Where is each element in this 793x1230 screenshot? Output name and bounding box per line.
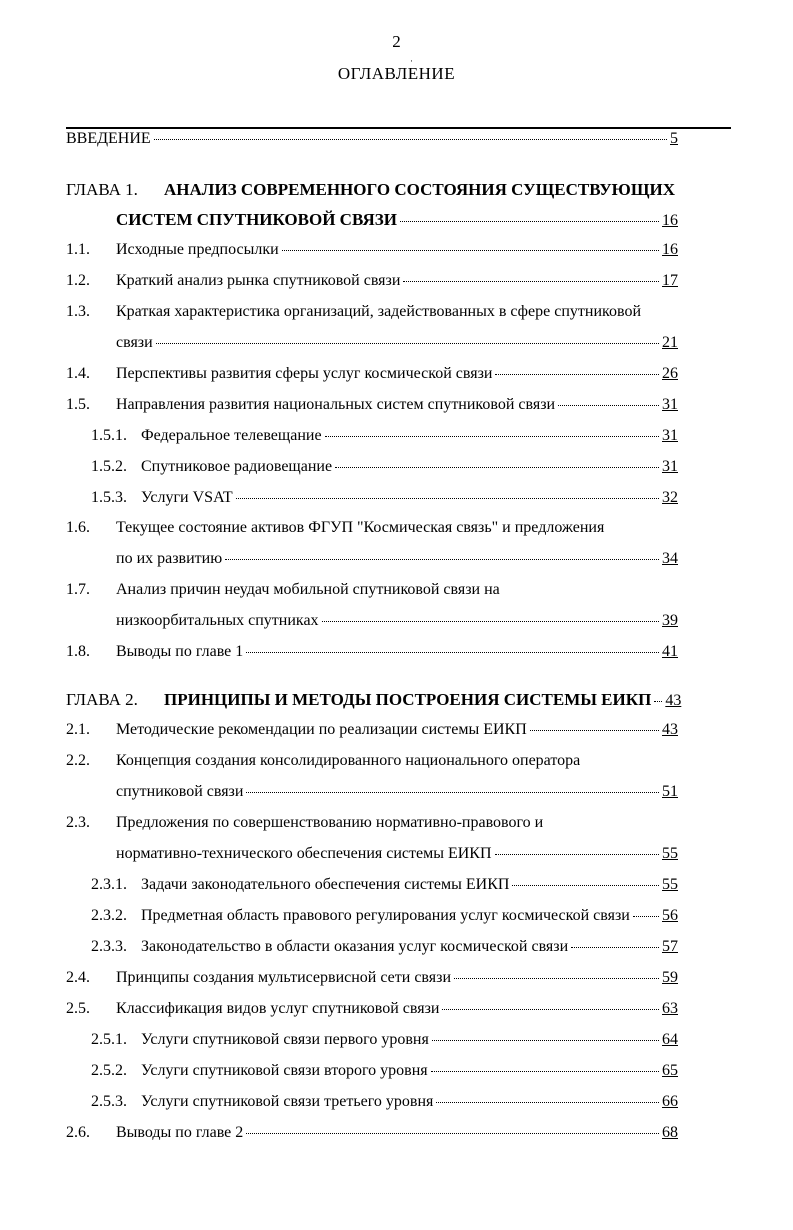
dot-leader — [633, 916, 659, 917]
toc-entry-1-1[interactable] — [0, 241, 793, 265]
toc-entry-2-2[interactable] — [0, 752, 793, 808]
entry-title: Задачи законодательного обеспечения системы ЕИКП — [141, 876, 510, 893]
toc-entry-1-5[interactable] — [0, 396, 793, 420]
dot-leader — [236, 498, 659, 499]
toc-row — [141, 427, 678, 445]
entry-page: 41 — [662, 643, 678, 660]
entry-page: 43 — [662, 721, 678, 738]
dot-leader — [512, 885, 659, 886]
toc-row — [116, 272, 678, 290]
dot-leader — [403, 281, 659, 282]
entry-title-line1: Предложения по совершенствованию нормативно-правового и — [116, 814, 544, 831]
entry-title-line1: АНАЛИЗ СОВРЕМЕННОГО СОСТОЯНИЯ СУЩЕСТВУЮЩИХ — [164, 180, 675, 199]
toc-row — [66, 130, 678, 148]
toc-row — [116, 365, 678, 383]
entry-title: ВВЕДЕНИЕ — [66, 130, 151, 147]
dot-leader — [432, 1040, 659, 1041]
entry-title: Исходные предпосылки — [116, 241, 279, 258]
entry-title: Услуги спутниковой связи третьего уровня — [141, 1093, 434, 1110]
entry-page: 16 — [662, 212, 678, 229]
entry-title: ПРИНЦИПЫ И МЕТОДЫ ПОСТРОЕНИЯ СИСТЕМЫ ЕИКП — [164, 690, 652, 709]
entry-number: 2.3.2. — [91, 907, 127, 924]
entry-title: связи — [116, 334, 153, 351]
entry-number: ГЛАВА 1. — [66, 180, 138, 199]
entry-number: 1.5. — [66, 396, 90, 413]
toc-row — [116, 1000, 678, 1018]
entry-title: Услуги VSAT — [141, 489, 233, 506]
entry-title: Услуги спутниковой связи первого уровня — [141, 1031, 429, 1048]
dot-leader — [322, 621, 659, 622]
entry-page: 59 — [662, 969, 678, 986]
toc-entry-1-6[interactable] — [0, 519, 793, 575]
toc-row — [116, 396, 678, 414]
toc-row — [141, 489, 678, 507]
entry-title: Выводы по главе 1 — [116, 643, 244, 660]
toc-row — [141, 907, 678, 925]
toc-row — [164, 690, 682, 710]
page-mark: · — [410, 56, 413, 66]
dot-leader — [246, 652, 659, 653]
entry-number: 2.1. — [66, 721, 90, 738]
entry-number: 2.5. — [66, 1000, 90, 1017]
entry-number: 1.5.1. — [91, 427, 127, 444]
toc-entry-1-8[interactable] — [0, 643, 793, 667]
dot-leader — [154, 139, 667, 140]
entry-number: 2.5.2. — [91, 1062, 127, 1079]
toc-entry-2-3-3[interactable] — [0, 938, 793, 962]
entry-page: 55 — [662, 876, 678, 893]
entry-page: 66 — [662, 1093, 678, 1110]
toc-row — [141, 1093, 678, 1111]
entry-title: Спутниковое радиовещание — [141, 458, 333, 475]
entry-number: 2.5.3. — [91, 1093, 127, 1110]
dot-leader — [654, 701, 662, 702]
dot-leader — [495, 374, 659, 375]
entry-number: 2.3.3. — [91, 938, 127, 955]
entry-title: СИСТЕМ СПУТНИКОВОЙ СВЯЗИ — [116, 210, 397, 229]
entry-page: 64 — [662, 1031, 678, 1048]
dot-leader — [442, 1009, 659, 1010]
toc-entry-1-2[interactable] — [0, 272, 793, 296]
toc-entry-2-5-1[interactable] — [0, 1031, 793, 1055]
toc-entry-2-5-2[interactable] — [0, 1062, 793, 1086]
entry-page: 57 — [662, 938, 678, 955]
toc-row — [141, 1031, 678, 1049]
entry-number: 2.4. — [66, 969, 90, 986]
entry-title-line1: Анализ причин неудач мобильной спутниковой связи на — [116, 581, 500, 598]
toc-entry-2-6[interactable] — [0, 1124, 793, 1148]
entry-title: Методические рекомендации по реализации системы ЕИКП — [116, 721, 527, 738]
entry-page: 26 — [662, 365, 678, 382]
entry-title: спутниковой связи — [116, 783, 244, 800]
dot-leader — [436, 1102, 659, 1103]
entry-title: Перспективы развития сферы услуг космической связи — [116, 365, 493, 382]
entry-title: Предметная область правового регулирования услуг космической связи — [141, 907, 630, 924]
toc-entry-chapter-1[interactable] — [0, 180, 793, 236]
toc-row — [116, 210, 678, 230]
entry-title: Федеральное телевещание — [141, 427, 322, 444]
entry-page: 5 — [670, 130, 678, 147]
entry-number: 2.3. — [66, 814, 90, 831]
entry-number: 1.8. — [66, 643, 90, 660]
toc-entry-introduction[interactable] — [0, 130, 793, 154]
entry-number: 2.6. — [66, 1124, 90, 1141]
entry-page: 31 — [662, 396, 678, 413]
dot-leader — [225, 559, 659, 560]
entry-page: 31 — [662, 458, 678, 475]
entry-title: Краткий анализ рынка спутниковой связи — [116, 272, 401, 289]
entry-page: 32 — [662, 489, 678, 506]
entry-title: Направления развития национальных систем спутниковой связи — [116, 396, 556, 413]
entry-page: 56 — [662, 907, 678, 924]
toc-entry-chapter-2[interactable] — [0, 690, 793, 714]
entry-number: 1.1. — [66, 241, 90, 258]
dot-leader — [335, 467, 659, 468]
toc-title: ОГЛАВЛЕНИЕ — [337, 64, 456, 83]
toc-entry-2-3-2[interactable] — [0, 907, 793, 931]
toc-entry-2-5[interactable] — [0, 1000, 793, 1024]
toc-row — [116, 969, 678, 987]
toc-row — [116, 643, 678, 661]
dot-leader — [400, 221, 659, 222]
entry-number: 1.4. — [66, 365, 90, 382]
entry-title-line1: Краткая характеристика организаций, задействованных в сфере спутниковой — [116, 303, 641, 320]
entry-page: 51 — [662, 783, 678, 800]
entry-number: ГЛАВА 2. — [66, 690, 138, 709]
entry-number: 2.2. — [66, 752, 90, 769]
toc-row — [141, 1062, 678, 1080]
entry-page: 31 — [662, 427, 678, 444]
toc-entry-1-5-1[interactable] — [0, 427, 793, 451]
toc-entry-1-4[interactable] — [0, 365, 793, 389]
dot-leader — [325, 436, 659, 437]
entry-page: 16 — [662, 241, 678, 258]
dot-leader — [156, 343, 659, 344]
toc-row — [141, 458, 678, 476]
entry-title: низкоорбитальных спутниках — [116, 612, 319, 629]
toc-row — [116, 550, 678, 568]
entry-number: 1.5.3. — [91, 489, 127, 506]
entry-title-line1: Текущее состояние активов ФГУП "Космическая связь" и предложения — [116, 519, 605, 536]
entry-title: Классификация видов услуг спутниковой связи — [116, 1000, 440, 1017]
entry-title: Услуги спутниковой связи второго уровня — [141, 1062, 428, 1079]
entry-page: 65 — [662, 1062, 678, 1079]
entry-number: 2.5.1. — [91, 1031, 127, 1048]
entry-page: 34 — [662, 550, 678, 567]
dot-leader — [454, 978, 659, 979]
toc-entry-1-7[interactable] — [0, 581, 793, 637]
toc-row — [116, 783, 678, 801]
entry-number: 1.2. — [66, 272, 90, 289]
entry-number: 1.6. — [66, 519, 90, 536]
entry-title: по их развитию — [116, 550, 223, 567]
entry-number: 1.3. — [66, 303, 90, 320]
dot-leader — [571, 947, 659, 948]
toc-row — [141, 876, 678, 894]
dot-leader — [282, 250, 659, 251]
toc-row — [116, 1124, 678, 1142]
header-rule — [66, 127, 731, 129]
toc-row — [116, 241, 678, 259]
toc-entry-1-5-2[interactable] — [0, 458, 793, 482]
dot-leader — [431, 1071, 659, 1072]
entry-page: 43 — [665, 692, 682, 709]
toc-row — [116, 334, 678, 352]
entry-page: 55 — [662, 845, 678, 862]
dot-leader — [246, 792, 659, 793]
toc-entry-2-3[interactable] — [0, 814, 793, 870]
toc-entry-2-4[interactable] — [0, 969, 793, 993]
entry-page: 21 — [662, 334, 678, 351]
dot-leader — [530, 730, 659, 731]
entry-page: 68 — [662, 1124, 678, 1141]
toc-row — [116, 845, 678, 863]
entry-title: Выводы по главе 2 — [116, 1124, 244, 1141]
entry-number: 1.5.2. — [91, 458, 127, 475]
toc-row — [116, 612, 678, 630]
entry-page: 39 — [662, 612, 678, 629]
toc-entry-1-5-3[interactable] — [0, 489, 793, 513]
dot-leader — [558, 405, 659, 406]
entry-title: нормативно-технического обеспечения системы ЕИКП — [116, 845, 492, 862]
toc-entry-2-5-3[interactable] — [0, 1093, 793, 1117]
toc-entry-2-1[interactable] — [0, 721, 793, 745]
entry-title-line1: Концепция создания консолидированного национального оператора — [116, 752, 581, 769]
toc-entry-1-3[interactable] — [0, 303, 793, 359]
entry-number: 2.3.1. — [91, 876, 127, 893]
dot-leader — [495, 854, 659, 855]
toc-row — [141, 938, 678, 956]
page-number: 2 — [392, 32, 401, 51]
entry-title: Законодательство в области оказания услуг космической связи — [141, 938, 569, 955]
toc-entry-2-3-1[interactable] — [0, 876, 793, 900]
entry-title: Принципы создания мультисервисной сети связи — [116, 969, 452, 986]
entry-page: 63 — [662, 1000, 678, 1017]
toc-row — [116, 721, 678, 739]
entry-page: 17 — [662, 272, 678, 289]
entry-number: 1.7. — [66, 581, 90, 598]
dot-leader — [246, 1133, 659, 1134]
